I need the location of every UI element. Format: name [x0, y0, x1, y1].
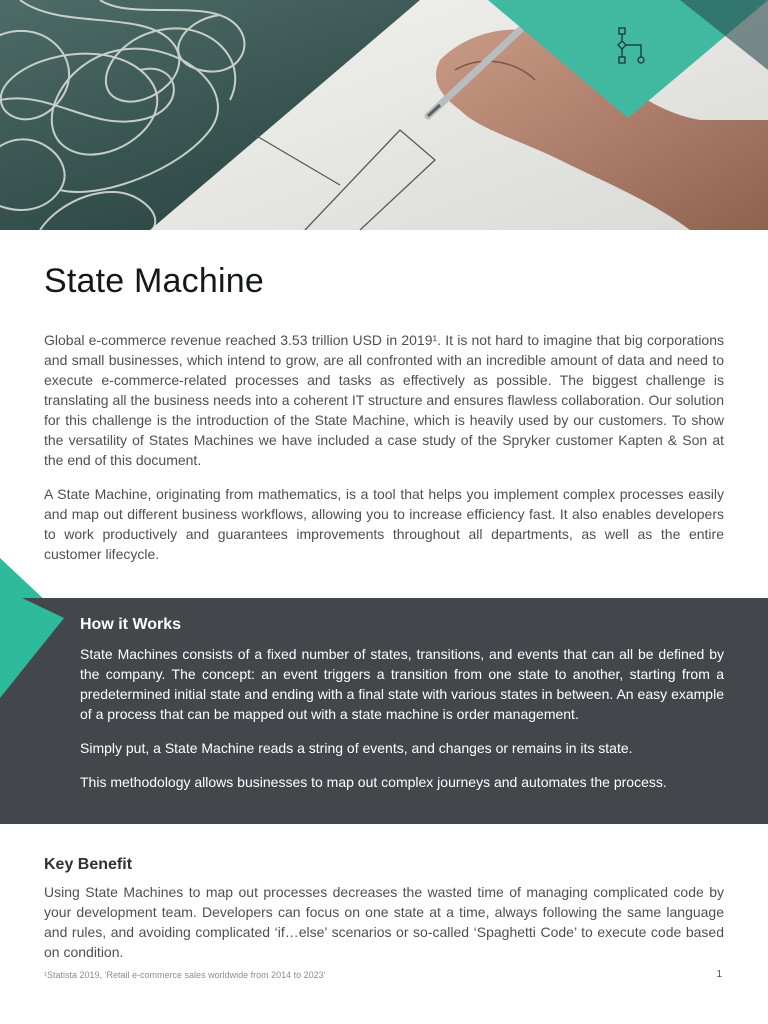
how-it-works-paragraph-3: This methodology allows businesses to map out complex journeys and automates the process.	[80, 774, 667, 790]
how-it-works-section	[0, 598, 768, 824]
key-benefit-paragraph: Using State Machines to map out processes decreases the wasted time of managing complicated code by your development team. Developers can focus on one state at a time, always following the same language and rules, and avoiding complicated ‘if…else’ scenarios or so-called ‘Spaghetti Code’ to execute code based on condition.	[44, 884, 724, 960]
key-benefit-heading: Key Benefit	[44, 856, 133, 873]
footnote: ¹Statista 2019, ‘Retail e-commerce sales worldwide from 2014 to 2023’	[44, 970, 326, 980]
hand-drawing-diagram-photo	[0, 0, 768, 230]
intro-paragraph-2: A State Machine, originating from mathematics, is a tool that helps you implement complex processes easily and map out different business workflows, allowing you to increase efficiency fast. It also enables developers to work productively and guarantees improvements throughout all departments, as well as the entire customer lifecycle.	[44, 486, 724, 562]
teal-corner-overlap	[0, 598, 64, 698]
hero-image	[0, 0, 768, 230]
page-title: State Machine	[44, 262, 264, 300]
how-it-works-heading: How it Works	[80, 616, 182, 633]
how-it-works-paragraph-1: State Machines consists of a fixed number of states, transitions, and events that can all be defined by the company. The concept: an event triggers a transition from one state to another, starting from a predetermined initial state and ending with a final state with various states in between. An easy example of a process that can be mapped out with a state machine is order management.	[80, 646, 724, 722]
intro-paragraph-1: Global e-commerce revenue reached 3.53 trillion USD in 2019¹. It is not hard to imagine that big corporations and small businesses, which intend to grow, are all confronted with an incredible amount of data and need to execute e-commerce-related processes and tasks as effectively as possible. The biggest challenge is translating all the business needs into a coherent IT structure and ensures flawless collaboration. Our solution for this challenge is the introduction of the State Machine, which is heavily used by our customers. To show the versatility of States Machines we have included a case study of the Spryker customer Kapten & Son at the end of this document.	[44, 332, 724, 468]
how-it-works-paragraph-2: Simply put, a State Machine reads a string of events, and changes or remains in its state.	[80, 740, 633, 756]
page-number: 1	[716, 969, 722, 980]
